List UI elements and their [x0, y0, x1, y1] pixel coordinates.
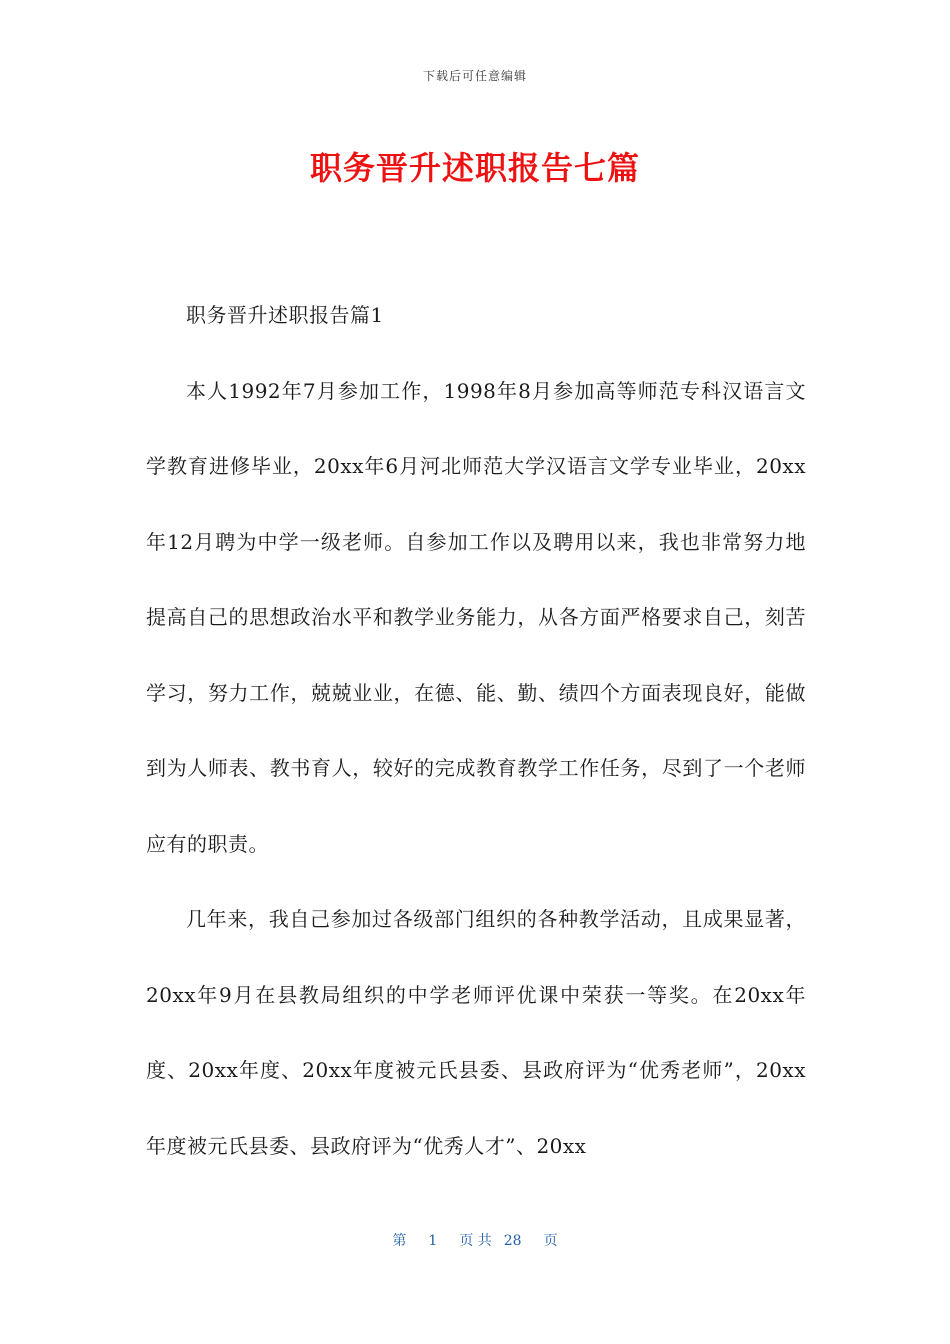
header-note: 下载后可任意编辑: [422, 69, 527, 83]
section-heading: 职务晋升述职报告篇1: [186, 303, 384, 327]
paragraph-1: 本人1992年7月参加工作，1998年8月参加高等师范专科汉语言文学教育进修毕业，20xx年6月河北师范大学汉语言文学专业毕业，20xx年12月聘为中学一级老师。自参加工作以及聘用以来，我也非常努力地提高自己的思想政治水平和教学业务能力，从各方面严格要求自己，刻苦学习，努力工作，兢兢业业，在德、能、勤、绩四个方面表现良好，能做到为人师表、教书育人，较好的完成教育教学工作任务，尽到了一个老师应有的职责。: [146, 378, 806, 856]
paragraph-2: 几年来，我自己参加过各级部门组织的各种教学活动，且成果显著，20xx年9月在县教局组织的中学老师评优课中荣获一等奖。在20xx年度、20xx年度、20xx年度被元氏县委、县政府评为“优秀老师”，20xx年度被元氏县委、县政府评为“优秀人才”、20xx: [146, 907, 806, 1158]
document-body: [146, 278, 806, 1184]
document-title: 职务晋升述职报告七篇: [309, 149, 640, 187]
footer-prefix: 第: [392, 1233, 407, 1249]
page-footer: [0, 1230, 950, 1250]
footer-middle: 页 共: [459, 1233, 492, 1249]
footer-page-number: 1: [428, 1233, 438, 1249]
footer-total-pages: 28: [503, 1233, 522, 1249]
footer-suffix: 页: [543, 1233, 558, 1249]
